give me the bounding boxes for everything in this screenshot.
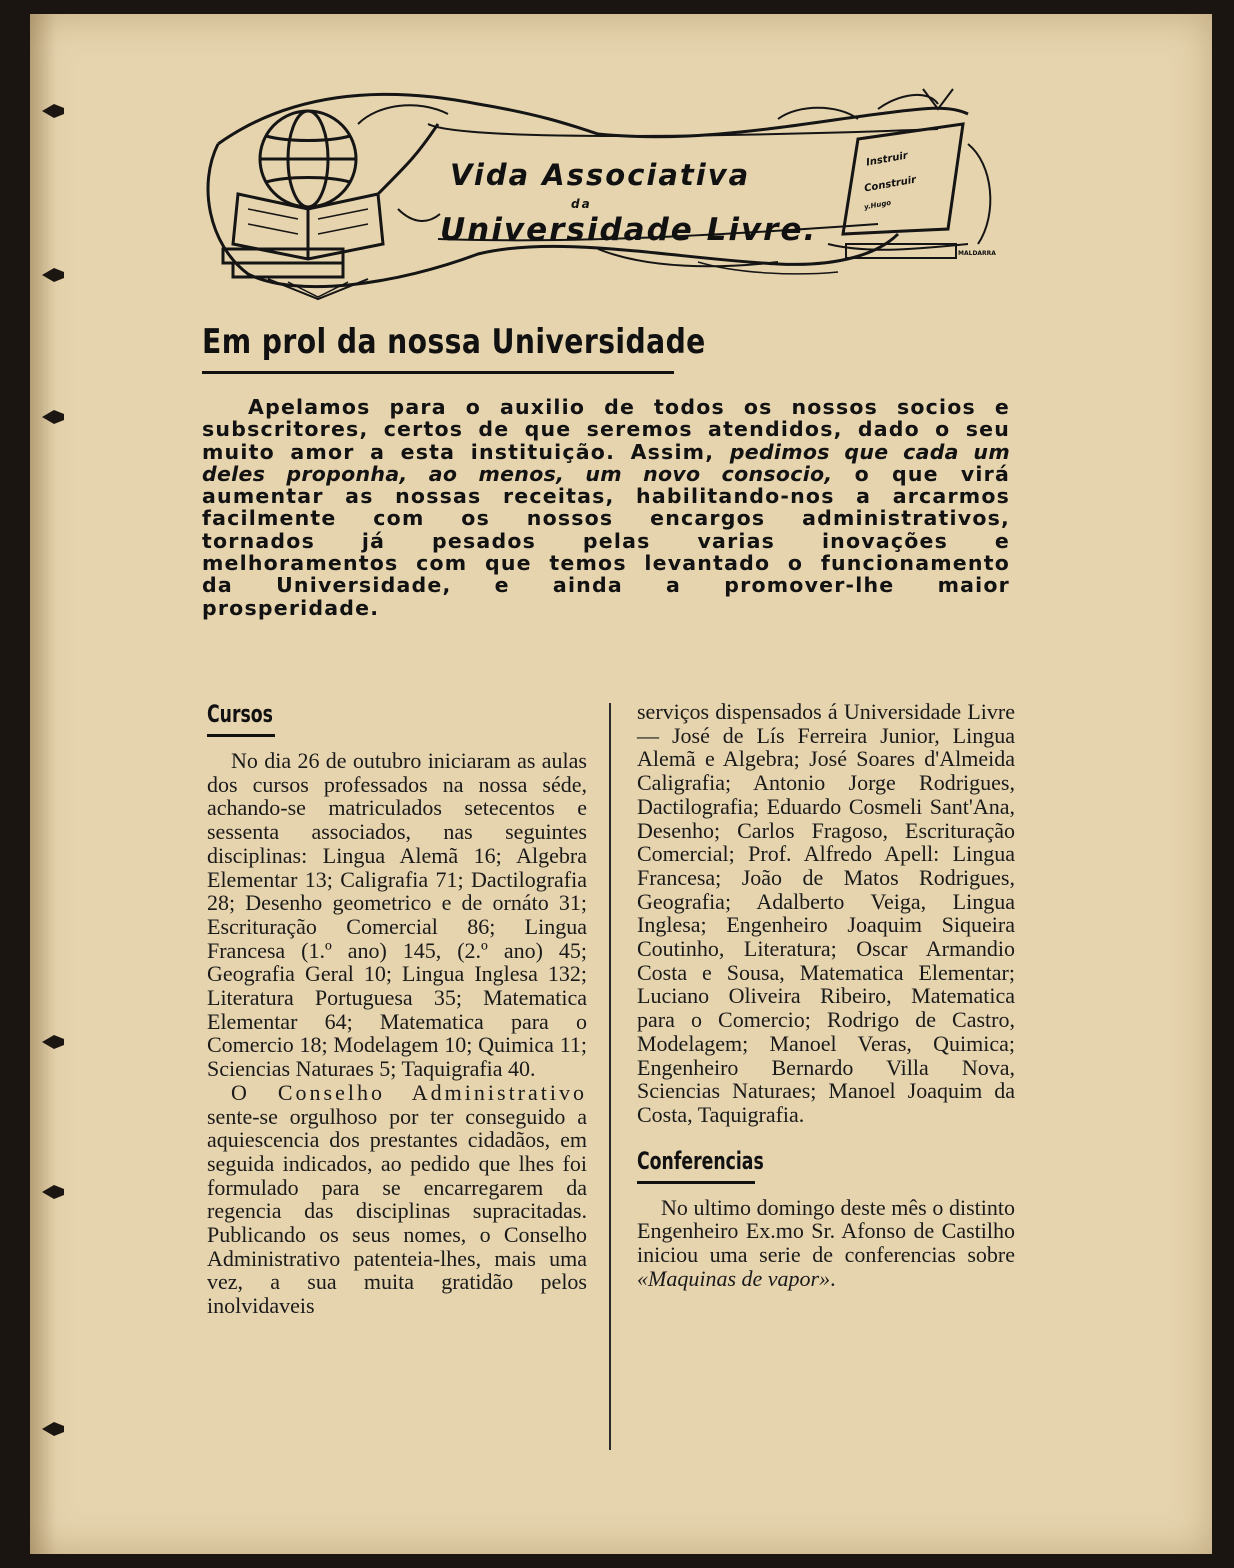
article-title: Em prol da nossa Universidade xyxy=(202,322,706,362)
left-column xyxy=(207,700,587,1318)
signboard-line-3: y.Hugo xyxy=(863,198,892,212)
cursos-paragraph-2-lead: O Conselho Administrativo xyxy=(231,1079,587,1105)
binding-staple-icon xyxy=(42,410,64,424)
binding-staple-icon xyxy=(42,1185,64,1199)
binding-staple-icon xyxy=(42,268,64,282)
cursos-paragraph-2-rest: sente-se orgulhoso por ter conseguido a aquiescencia dos prestantes cidadãos, em seguida indicados, ao pedido que lhes foi formulado para se encarregarem da regencia das disciplinas supracitadas. Publicando os seus nomes, o Conselho Administrativo patenteia-lhes, mais uma vez, a sua muita gratidão pelos inolvidaveis xyxy=(207,1103,587,1319)
cursos-heading: Cursos xyxy=(207,700,273,728)
binding-staple-icon xyxy=(42,1035,64,1049)
conferencias-heading: Conferencias xyxy=(637,1146,764,1175)
masthead-illustration xyxy=(178,84,1008,309)
signboard-line-2: Construir xyxy=(863,174,918,195)
artist-signature: MALDARRA xyxy=(958,250,996,257)
right-column xyxy=(637,700,1015,1290)
conferencias-lecture-title: «Maquinas de vapor» xyxy=(637,1265,831,1291)
binding-staple-icon xyxy=(42,1422,64,1436)
appeal-emphasis: pedimos que cada um deles proponha, ao menos, um novo consocio, xyxy=(202,439,1010,486)
cursos-paragraph-1: No dia 26 de outubro iniciaram as aulas dos cursos professados na nossa séde, achando-se matriculados setecentos e sessenta associados, nas seguintes disciplinas: Lingua Alemã 16; Algebra Elementar 13; Caligrafia 71; Dactilografia 28; Desenho geometrico e de ornáto 31; Escrituração Comercial 86; Lingua Francesa (1.º ano) 145, (2.º ano) 45; Geografia Geral 10; Lingua Inglesa 132; Literatura Portuguesa 35; Matematica Elementar 64; Matematica para o Comercio 18; Modelagem 10; Quimica 11; Sciencias Naturaes 5; Taquigrafia 40. xyxy=(207,748,587,1082)
cursos-paragraph-2 xyxy=(207,1081,587,1318)
page-fold-shadow xyxy=(30,14,56,1554)
binding-staple-icon xyxy=(42,104,64,118)
cursos-heading-rule xyxy=(207,734,275,737)
title-underline xyxy=(202,371,674,374)
section-masthead xyxy=(178,84,1008,309)
conferencias-paragraph xyxy=(637,1196,1015,1291)
masthead-title-line1: Vida Associativa xyxy=(450,158,751,192)
cursos-paragraph-3: serviços dispensados á Universidade Livre — José de Lís Ferreira Junior, Lingua Alemã e Algebra; José Soares d'Almeida Caligrafia; Antonio Jorge Rodrigues, Dactilografia; Eduardo Cosmeli Sant'Ana, Desenho; Carlos Fragoso, Escrituração Comercial; Prof. Alfredo Apell: Lingua Francesa; João de Matos Rodrigues, Geografia; Adalberto Veiga, Lingua Inglesa; Engenheiro Joaquim Siqueira Coutinho, Literatura; Oscar Armandio Costa e Sousa, Matematica Elementar; Luciano Oliveira Ribeiro, Matematica para o Comercio; Rodrigo de Castro, Modelagem; Manoel Veras, Quimica; Engenheiro Bernardo Villa Nova, Sciencias Naturaes; Manoel Joaquim da Costa, Taquigrafia. xyxy=(637,699,1015,1127)
column-divider xyxy=(609,703,611,1450)
conferencias-end: . xyxy=(830,1265,836,1291)
signboard-line-1: Instruir xyxy=(865,150,909,169)
appeal-text-before: Apelamos para o auxilio de todos os nossos socios e subscritores, certos de que seremos atendidos, dado o seu muito amor a esta instituição. Assim, xyxy=(202,395,1010,464)
masthead-title-line2: Universidade Livre. xyxy=(440,212,818,248)
conferencias-heading-rule xyxy=(637,1181,755,1184)
appeal-text-after: o que virá aumentar as nossas receitas, habilitando-nos a arcarmos facilmente com os nossos encargos administrativos, tornados já pesados pelas varias inovações e melhoramentos com que temos levantado o funcionamento da Universidade, e ainda a promover-lhe maior prosperidade. xyxy=(202,461,1011,620)
masthead-title-da: da xyxy=(571,197,592,211)
conferencias-text: No ultimo domingo deste mês o distinto Engenheiro Ex.mo Sr. Afonso de Castilho iniciou uma serie de conferencias sobre xyxy=(637,1194,1015,1268)
appeal-paragraph xyxy=(202,396,1010,619)
